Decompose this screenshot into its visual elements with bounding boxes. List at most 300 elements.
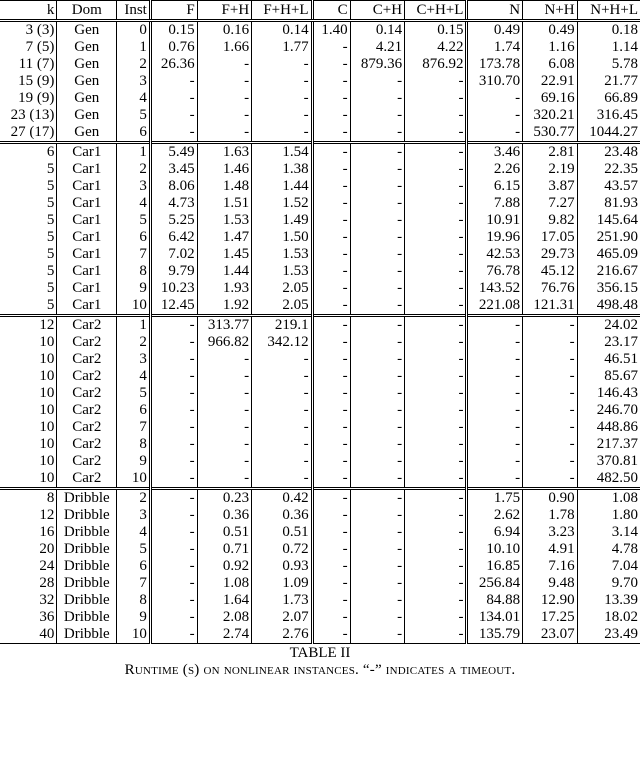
- cell-n-h-l: 251.90: [577, 229, 640, 246]
- cell-k: 32: [39, 592, 55, 608]
- cell-f: -: [150, 351, 197, 368]
- cell-dom: Car1: [57, 229, 117, 246]
- cell-k: 10: [39, 402, 55, 418]
- cell-n-h-l: 370.81: [577, 453, 640, 470]
- cell-f-h-l: 2.76: [252, 626, 312, 644]
- cell-f-h: -: [197, 90, 252, 107]
- cell-f-h-l: 1.77: [252, 39, 312, 56]
- cell-c: -: [312, 246, 350, 263]
- cell-n-h: 7.27: [523, 195, 578, 212]
- cell-f: -: [150, 507, 197, 524]
- cell-f-h-l: 0.72: [252, 541, 312, 558]
- cell-f-h: -: [197, 385, 252, 402]
- table-row: [0, 541, 640, 558]
- table-body: [0, 21, 640, 644]
- cell-f: -: [150, 489, 197, 508]
- cell-inst: 6: [117, 124, 151, 143]
- table-row: [0, 212, 640, 229]
- cell-n-h: -: [523, 419, 578, 436]
- cell-dom: Gen: [57, 124, 117, 143]
- cell-inst: 5: [117, 541, 151, 558]
- cell-f-h-l: 2.05: [252, 297, 312, 316]
- cell-n: 173.78: [467, 56, 523, 73]
- cell-c-h: -: [350, 524, 405, 541]
- cell-c-h-l: -: [405, 558, 467, 575]
- cell-n: 1.75: [467, 489, 523, 508]
- cell-f-h: 1.92: [197, 297, 252, 316]
- cell-f-h-l: -: [252, 368, 312, 385]
- cell-c-h-l: -: [405, 385, 467, 402]
- cell-c-h: 0.14: [350, 21, 405, 40]
- cell-c-h-l: -: [405, 229, 467, 246]
- cell-k: 10: [39, 385, 55, 401]
- cell-n: -: [467, 385, 523, 402]
- cell-c: -: [312, 316, 350, 335]
- cell-k: 36: [39, 609, 55, 625]
- cell-n-h-l: 1.14: [577, 39, 640, 56]
- cell-f-h-l: 1.38: [252, 161, 312, 178]
- cell-c: -: [312, 470, 350, 489]
- cell-n: -: [467, 351, 523, 368]
- cell-f-h: 2.08: [197, 609, 252, 626]
- cell-f-h-l: 0.51: [252, 524, 312, 541]
- cell-k: 10: [39, 453, 55, 469]
- cell-f-h: 0.71: [197, 541, 252, 558]
- cell-f-h-l: 2.07: [252, 609, 312, 626]
- cell-f: -: [150, 334, 197, 351]
- table-row: [0, 316, 640, 335]
- table-row: [0, 107, 640, 124]
- cell-n-h-l: 66.89: [577, 90, 640, 107]
- cell-n-h-l: 21.77: [577, 73, 640, 90]
- cell-c-h: -: [350, 368, 405, 385]
- cell-f: -: [150, 124, 197, 143]
- cell-c-h-l: -: [405, 107, 467, 124]
- cell-f-h: 0.92: [197, 558, 252, 575]
- cell-c-h: -: [350, 263, 405, 280]
- column-header-c-h: C+H: [350, 1, 405, 21]
- cell-k: 15 (9): [18, 73, 55, 89]
- cell-n-h: 530.77: [523, 124, 578, 143]
- cell-n-h-l: 1044.27: [577, 124, 640, 143]
- cell-f-h-l: -: [252, 453, 312, 470]
- cell-k: 40: [0, 626, 57, 644]
- cell-f-h-l: -: [252, 385, 312, 402]
- cell-c-h: -: [350, 316, 405, 335]
- cell-k: 28: [39, 575, 55, 591]
- cell-n-h-l: 146.43: [577, 385, 640, 402]
- cell-f-h: -: [197, 470, 252, 489]
- cell-n-h: 121.31: [523, 297, 578, 316]
- cell-c: -: [312, 609, 350, 626]
- cell-f-h: 1.64: [197, 592, 252, 609]
- cell-f-h-l: 0.93: [252, 558, 312, 575]
- table-row: [0, 229, 640, 246]
- cell-c: -: [312, 507, 350, 524]
- cell-c-h: -: [350, 280, 405, 297]
- cell-n-h-l: 5.78: [577, 56, 640, 73]
- cell-f-h-l: -: [252, 351, 312, 368]
- cell-c-h-l: -: [405, 436, 467, 453]
- cell-dom: Car2: [57, 316, 117, 335]
- cell-k: 5: [46, 178, 55, 194]
- cell-f-h: 0.36: [197, 507, 252, 524]
- cell-inst: 10: [117, 297, 151, 316]
- cell-dom: Car2: [57, 351, 117, 368]
- cell-f: -: [150, 609, 197, 626]
- cell-f-h-l: 1.09: [252, 575, 312, 592]
- cell-c: -: [312, 39, 350, 56]
- cell-f-h: -: [197, 351, 252, 368]
- cell-n: 135.79: [467, 626, 523, 644]
- cell-c: -: [312, 195, 350, 212]
- cell-dom: Dribble: [57, 489, 117, 508]
- cell-f: -: [150, 419, 197, 436]
- cell-n-h-l: 498.48: [577, 297, 640, 316]
- table-row: [0, 609, 640, 626]
- cell-f-h-l: -: [252, 107, 312, 124]
- table-row: [0, 368, 640, 385]
- cell-c: -: [312, 161, 350, 178]
- cell-n-h-l: 23.17: [577, 334, 640, 351]
- cell-n: 310.70: [467, 73, 523, 90]
- cell-f: -: [150, 107, 197, 124]
- cell-k: 10: [39, 470, 55, 486]
- cell-f-h: 1.51: [197, 195, 252, 212]
- cell-f: -: [150, 436, 197, 453]
- cell-k: 7 (5): [25, 39, 55, 55]
- column-header-f: F: [150, 1, 197, 21]
- cell-dom: Car1: [57, 143, 117, 162]
- cell-f-h-l: 219.1: [252, 316, 312, 335]
- cell-f-h: 966.82: [197, 334, 252, 351]
- cell-c-h-l: -: [405, 90, 467, 107]
- cell-dom: Car2: [57, 385, 117, 402]
- table-row: [0, 575, 640, 592]
- cell-k: 16: [39, 524, 55, 540]
- cell-n: 19.96: [467, 229, 523, 246]
- cell-dom: Gen: [57, 73, 117, 90]
- cell-dom: Dribble: [57, 541, 117, 558]
- cell-f-h-l: 1.50: [252, 229, 312, 246]
- cell-n-h: 17.05: [523, 229, 578, 246]
- cell-n: 10.91: [467, 212, 523, 229]
- cell-dom: Dribble: [57, 609, 117, 626]
- cell-f: 12.45: [150, 297, 197, 316]
- cell-f-h-l: 1.54: [252, 143, 312, 162]
- cell-n-h-l: 7.04: [577, 558, 640, 575]
- cell-c-h: -: [350, 489, 405, 508]
- cell-c-h-l: -: [405, 507, 467, 524]
- cell-n-h-l: 85.67: [577, 368, 640, 385]
- cell-c-h: -: [350, 297, 405, 316]
- cell-f-h: 0.51: [197, 524, 252, 541]
- cell-f-h: 2.74: [197, 626, 252, 644]
- table-row: [0, 124, 640, 143]
- cell-c-h: -: [350, 161, 405, 178]
- cell-f: -: [150, 402, 197, 419]
- table-row: [0, 178, 640, 195]
- cell-c: -: [312, 107, 350, 124]
- cell-n: -: [467, 402, 523, 419]
- cell-f-h-l: 2.05: [252, 280, 312, 297]
- cell-n-h: 17.25: [523, 609, 578, 626]
- cell-c-h-l: -: [405, 489, 467, 508]
- cell-n-h-l: 0.18: [577, 21, 640, 40]
- cell-c-h-l: -: [405, 524, 467, 541]
- cell-n-h: -: [523, 470, 578, 489]
- cell-c-h: -: [350, 385, 405, 402]
- cell-c-h: -: [350, 124, 405, 143]
- cell-n-h-l: 448.86: [577, 419, 640, 436]
- cell-dom: Car1: [57, 246, 117, 263]
- cell-c: -: [312, 143, 350, 162]
- cell-c-h: -: [350, 419, 405, 436]
- table-row: [0, 489, 640, 508]
- cell-n: -: [467, 419, 523, 436]
- cell-n-h-l: 482.50: [577, 470, 640, 489]
- cell-n-h: 23.07: [523, 626, 578, 644]
- cell-c-h-l: -: [405, 212, 467, 229]
- cell-f: -: [150, 524, 197, 541]
- cell-k: 24: [39, 558, 55, 574]
- cell-c: -: [312, 73, 350, 90]
- cell-n-h: 6.08: [523, 56, 578, 73]
- cell-n-h: 45.12: [523, 263, 578, 280]
- cell-inst: 5: [117, 385, 151, 402]
- cell-n: 6.94: [467, 524, 523, 541]
- cell-c: -: [312, 419, 350, 436]
- cell-n: 42.53: [467, 246, 523, 263]
- cell-k: 3 (3): [25, 22, 55, 38]
- cell-f: -: [150, 575, 197, 592]
- cell-f-h-l: -: [252, 124, 312, 143]
- cell-dom: Dribble: [57, 558, 117, 575]
- cell-inst: 4: [117, 90, 151, 107]
- cell-f: 5.25: [150, 212, 197, 229]
- cell-c: 1.40: [312, 21, 350, 40]
- cell-n: -: [467, 124, 523, 143]
- cell-f: -: [150, 626, 197, 644]
- cell-inst: 7: [117, 246, 151, 263]
- cell-n: 6.15: [467, 178, 523, 195]
- cell-c: -: [312, 626, 350, 644]
- cell-n: 2.26: [467, 161, 523, 178]
- cell-n-h: -: [523, 385, 578, 402]
- cell-inst: 6: [117, 558, 151, 575]
- cell-c-h: -: [350, 73, 405, 90]
- cell-n-h-l: 217.37: [577, 436, 640, 453]
- cell-n-h: 22.91: [523, 73, 578, 90]
- cell-n-h: 0.90: [523, 489, 578, 508]
- cell-f: 9.79: [150, 263, 197, 280]
- table-row: [0, 558, 640, 575]
- cell-dom: Car1: [57, 195, 117, 212]
- cell-c-h-l: -: [405, 453, 467, 470]
- cell-f: -: [150, 470, 197, 489]
- cell-f: 6.42: [150, 229, 197, 246]
- cell-c: -: [312, 334, 350, 351]
- cell-k: 6: [0, 143, 57, 162]
- cell-c-h: -: [350, 107, 405, 124]
- cell-n-h: -: [523, 402, 578, 419]
- cell-n: 10.10: [467, 541, 523, 558]
- cell-f: 5.49: [150, 143, 197, 162]
- cell-f-h: -: [197, 73, 252, 90]
- cell-f: 7.02: [150, 246, 197, 263]
- cell-n: -: [467, 90, 523, 107]
- cell-f-h: -: [197, 453, 252, 470]
- cell-n-h: 7.16: [523, 558, 578, 575]
- cell-n: 0.49: [467, 21, 523, 40]
- cell-f: -: [150, 385, 197, 402]
- table-row: [0, 263, 640, 280]
- cell-f: 4.73: [150, 195, 197, 212]
- cell-c: -: [312, 541, 350, 558]
- cell-dom: Dribble: [57, 524, 117, 541]
- cell-f-h-l: -: [252, 470, 312, 489]
- cell-k: 5: [46, 263, 55, 279]
- cell-c-h-l: -: [405, 297, 467, 316]
- table-row: [0, 419, 640, 436]
- cell-c-h: -: [350, 541, 405, 558]
- cell-inst: 5: [117, 107, 151, 124]
- cell-n-h-l: 145.64: [577, 212, 640, 229]
- cell-f: -: [150, 90, 197, 107]
- table-row: [0, 21, 640, 40]
- cell-f-h: 1.63: [197, 143, 252, 162]
- cell-f-h-l: 0.42: [252, 489, 312, 508]
- cell-inst: 9: [117, 609, 151, 626]
- cell-k: 8: [0, 489, 57, 508]
- cell-f: -: [150, 316, 197, 335]
- table-row: [0, 280, 640, 297]
- cell-inst: 2: [117, 334, 151, 351]
- cell-k: 11 (7): [18, 56, 55, 72]
- cell-n: 143.52: [467, 280, 523, 297]
- cell-dom: Dribble: [57, 626, 117, 644]
- cell-n-h: 9.48: [523, 575, 578, 592]
- cell-n-h-l: 9.70: [577, 575, 640, 592]
- cell-k: 12: [0, 316, 57, 335]
- cell-c-h-l: -: [405, 626, 467, 644]
- cell-f-h-l: -: [252, 419, 312, 436]
- cell-c-h-l: -: [405, 351, 467, 368]
- column-header-dom: Dom: [57, 1, 117, 21]
- cell-c-h-l: -: [405, 316, 467, 335]
- cell-dom: Gen: [57, 107, 117, 124]
- cell-f: 26.36: [150, 56, 197, 73]
- table-row: [0, 507, 640, 524]
- cell-k: 5: [46, 280, 55, 296]
- cell-n-h-l: 3.14: [577, 524, 640, 541]
- cell-c-h: -: [350, 453, 405, 470]
- cell-f-h-l: 1.49: [252, 212, 312, 229]
- cell-dom: Car1: [57, 263, 117, 280]
- table-row: [0, 592, 640, 609]
- cell-inst: 10: [117, 470, 151, 489]
- cell-n-h: 3.87: [523, 178, 578, 195]
- cell-inst: 2: [117, 56, 151, 73]
- cell-n-h: -: [523, 368, 578, 385]
- cell-inst: 5: [117, 212, 151, 229]
- cell-k: 23 (13): [10, 107, 55, 123]
- cell-k: 5: [46, 212, 55, 228]
- cell-k: 10: [39, 351, 55, 367]
- cell-c-h-l: -: [405, 402, 467, 419]
- cell-inst: 7: [117, 575, 151, 592]
- cell-f: -: [150, 558, 197, 575]
- cell-dom: Car1: [57, 161, 117, 178]
- cell-f: -: [150, 453, 197, 470]
- cell-c: -: [312, 489, 350, 508]
- cell-k: 27 (17): [10, 124, 55, 140]
- table-row: [0, 297, 640, 316]
- cell-n-h: 320.21: [523, 107, 578, 124]
- cell-n: 3.46: [467, 143, 523, 162]
- cell-n-h-l: 1.08: [577, 489, 640, 508]
- cell-f-h-l: 1.53: [252, 246, 312, 263]
- cell-c-h: 879.36: [350, 56, 405, 73]
- cell-inst: 2: [117, 489, 151, 508]
- cell-dom: Dribble: [57, 507, 117, 524]
- cell-c-h-l: 0.15: [405, 21, 467, 40]
- cell-c-h-l: -: [405, 541, 467, 558]
- column-header-k: k: [0, 1, 57, 21]
- cell-n: -: [467, 436, 523, 453]
- table-row: [0, 143, 640, 162]
- cell-f-h: -: [197, 436, 252, 453]
- cell-inst: 9: [117, 453, 151, 470]
- table-row: [0, 246, 640, 263]
- cell-n-h: 76.76: [523, 280, 578, 297]
- cell-n-h-l: 18.02: [577, 609, 640, 626]
- cell-inst: 10: [117, 626, 151, 644]
- cell-c: -: [312, 592, 350, 609]
- cell-f-h: 1.47: [197, 229, 252, 246]
- cell-k: 5: [46, 246, 55, 262]
- cell-n-h-l: 24.02: [577, 316, 640, 335]
- cell-n-h: -: [523, 334, 578, 351]
- cell-c: -: [312, 558, 350, 575]
- cell-n-h-l: 465.09: [577, 246, 640, 263]
- table-row: [0, 334, 640, 351]
- cell-dom: Car1: [57, 297, 117, 316]
- cell-k: 12: [39, 507, 55, 523]
- cell-inst: 8: [117, 436, 151, 453]
- cell-c-h: -: [350, 470, 405, 489]
- cell-f-h: 1.46: [197, 161, 252, 178]
- cell-n-h: -: [523, 436, 578, 453]
- cell-n-h: 2.81: [523, 143, 578, 162]
- cell-c-h: -: [350, 592, 405, 609]
- cell-f: -: [150, 73, 197, 90]
- cell-f-h-l: -: [252, 73, 312, 90]
- table-row: [0, 626, 640, 644]
- cell-inst: 1: [117, 316, 151, 335]
- cell-c-h-l: -: [405, 124, 467, 143]
- cell-dom: Gen: [57, 56, 117, 73]
- cell-n: -: [467, 334, 523, 351]
- cell-k: 5: [46, 195, 55, 211]
- cell-f-h: -: [197, 56, 252, 73]
- cell-dom: Car2: [57, 453, 117, 470]
- cell-c-h: -: [350, 246, 405, 263]
- column-header-f-h: F+H: [197, 1, 252, 21]
- table-row: [0, 524, 640, 541]
- cell-dom: Car1: [57, 212, 117, 229]
- cell-c: -: [312, 90, 350, 107]
